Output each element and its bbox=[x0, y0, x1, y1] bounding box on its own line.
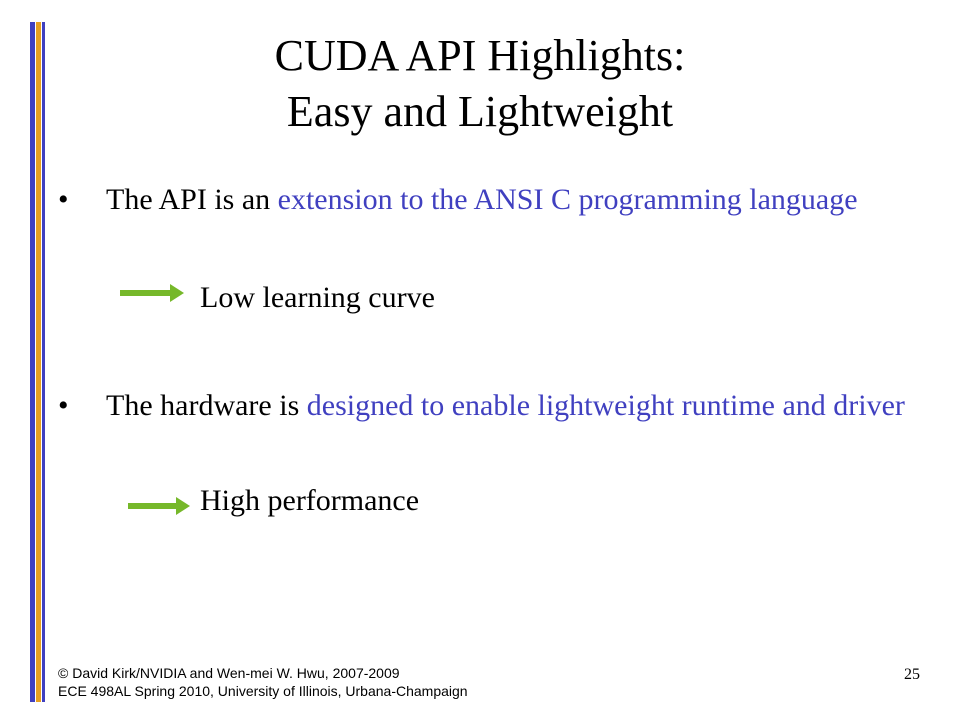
bullet-text bbox=[106, 178, 916, 222]
slide-title-line-1: CUDA API Highlights: bbox=[274, 31, 686, 80]
bullet-highlight-text: designed to enable lightweight runtime and driver bbox=[306, 389, 905, 422]
bullet-highlight-text: extension to the ANSI C programming language bbox=[277, 183, 858, 216]
bullet-result-text: Low learning curve bbox=[200, 281, 435, 314]
bullet-text bbox=[106, 384, 916, 428]
footer-line-2: ECE 498AL Spring 2010, University of Illinois, Urbana-Champaign bbox=[58, 683, 468, 699]
right-arrow-icon bbox=[128, 500, 190, 510]
left-border-blue-bar bbox=[30, 22, 35, 702]
slide-title-line-2: Easy and Lightweight bbox=[286, 87, 674, 136]
bullet-marker: • bbox=[58, 389, 69, 422]
right-arrow-icon bbox=[120, 287, 184, 297]
bullet-plain-text: The API is an bbox=[106, 183, 278, 216]
footer-copyright bbox=[58, 664, 468, 700]
bullet-marker: • bbox=[58, 183, 69, 216]
bullet-plain-text: The hardware is bbox=[106, 389, 307, 422]
left-border-blue-bar-inner bbox=[42, 22, 45, 702]
page-number: 25 bbox=[904, 666, 920, 683]
footer-line-1: © David Kirk/NVIDIA and Wen-mei W. Hwu, 2007-2009 bbox=[58, 665, 400, 681]
left-border-gold-bar bbox=[36, 22, 41, 702]
bullet-result-text: High performance bbox=[200, 484, 420, 517]
slide-title bbox=[120, 28, 840, 140]
